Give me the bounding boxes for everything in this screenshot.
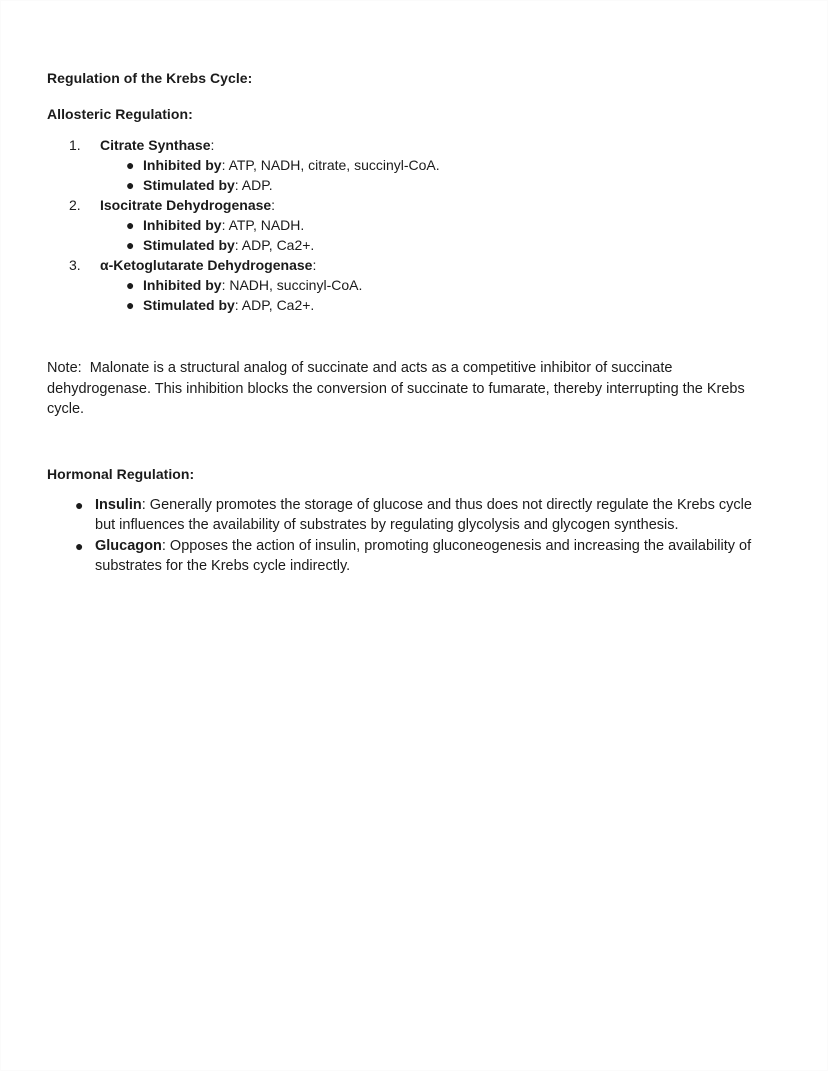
regulator-label: Inhibited by bbox=[143, 157, 222, 173]
regulator-label: Stimulated by bbox=[143, 237, 235, 253]
list-item bbox=[100, 275, 768, 295]
bullet-icon: ● bbox=[126, 237, 135, 253]
list-item bbox=[47, 255, 768, 315]
regulator-label: Stimulated by bbox=[143, 297, 235, 313]
spacer bbox=[47, 88, 768, 105]
bullet-icon: ● bbox=[126, 177, 135, 193]
list-item bbox=[47, 135, 768, 195]
list-marker: 1. bbox=[69, 137, 81, 153]
enzyme-regulator-list bbox=[100, 275, 768, 315]
regulator-value: : ATP, NADH. bbox=[221, 217, 305, 233]
regulator-value: : ATP, NADH, citrate, succinyl-CoA. bbox=[221, 157, 440, 173]
spacer bbox=[47, 124, 768, 135]
spacer bbox=[47, 315, 768, 358]
spacer bbox=[47, 420, 768, 465]
hormone-label: Insulin bbox=[95, 496, 142, 513]
enzyme-regulator-list bbox=[100, 155, 768, 195]
page-title: Regulation of the Krebs Cycle: bbox=[47, 70, 253, 86]
section-heading-allosteric: Allosteric Regulation: bbox=[47, 106, 193, 122]
list-item bbox=[100, 175, 768, 195]
enzyme-regulator-list bbox=[100, 215, 768, 255]
enzyme-colon: : bbox=[210, 137, 215, 153]
bullet-icon: ● bbox=[126, 297, 135, 313]
list-item bbox=[100, 295, 768, 315]
enzyme-colon: : bbox=[271, 197, 276, 213]
enzyme-name: Isocitrate Dehydrogenase bbox=[100, 197, 272, 213]
bullet-icon: ● bbox=[126, 157, 135, 173]
hormone-description: : Opposes the action of insulin, promoting gluconeogenesis and increasing the availability of substrates for the Krebs cycle indirectly. bbox=[95, 537, 752, 574]
hormone-description: : Generally promotes the storage of glucose and thus does not directly regulate the Krebs cycle but influences the availability of substrates by regulating glycolysis and glycogen synthesis. bbox=[95, 496, 752, 533]
allosteric-enzyme-list bbox=[47, 135, 768, 315]
regulator-value: : ADP, Ca2+. bbox=[234, 297, 315, 313]
bullet-icon: ● bbox=[75, 537, 84, 554]
regulator-value: : NADH, succinyl-CoA. bbox=[221, 277, 363, 293]
bullet-icon: ● bbox=[126, 277, 135, 293]
section-heading-hormonal: Hormonal Regulation: bbox=[47, 465, 195, 482]
document-content bbox=[47, 69, 768, 577]
spacer bbox=[47, 484, 768, 495]
regulator-value: : ADP. bbox=[234, 177, 273, 193]
regulator-label: Inhibited by bbox=[143, 277, 222, 293]
enzyme-colon: : bbox=[312, 257, 317, 273]
hormone-label: Glucagon bbox=[95, 537, 162, 554]
list-item bbox=[100, 155, 768, 175]
regulator-label: Stimulated by bbox=[143, 177, 235, 193]
note-paragraph: Note: Malonate is a structural analog of succinate and acts as a competitive inhibitor of succinate dehydrogenase. This inhibition blocks the conversion of succinate to fumarate, thereby interrupting the Krebs cycle. bbox=[47, 360, 749, 417]
regulator-label: Inhibited by bbox=[143, 217, 222, 233]
hormonal-regulation-list bbox=[47, 495, 768, 577]
bullet-icon: ● bbox=[126, 217, 135, 233]
regulator-value: : ADP, Ca2+. bbox=[234, 237, 315, 253]
list-item bbox=[100, 235, 768, 255]
list-item bbox=[100, 215, 768, 235]
enzyme-name: α-Ketoglutarate Dehydrogenase bbox=[100, 257, 313, 273]
list-item bbox=[47, 495, 768, 536]
bullet-icon: ● bbox=[75, 496, 84, 513]
list-item bbox=[47, 195, 768, 255]
list-item bbox=[47, 536, 768, 577]
enzyme-name: Citrate Synthase bbox=[100, 137, 211, 153]
list-marker: 2. bbox=[69, 197, 81, 213]
list-marker: 3. bbox=[69, 257, 81, 273]
